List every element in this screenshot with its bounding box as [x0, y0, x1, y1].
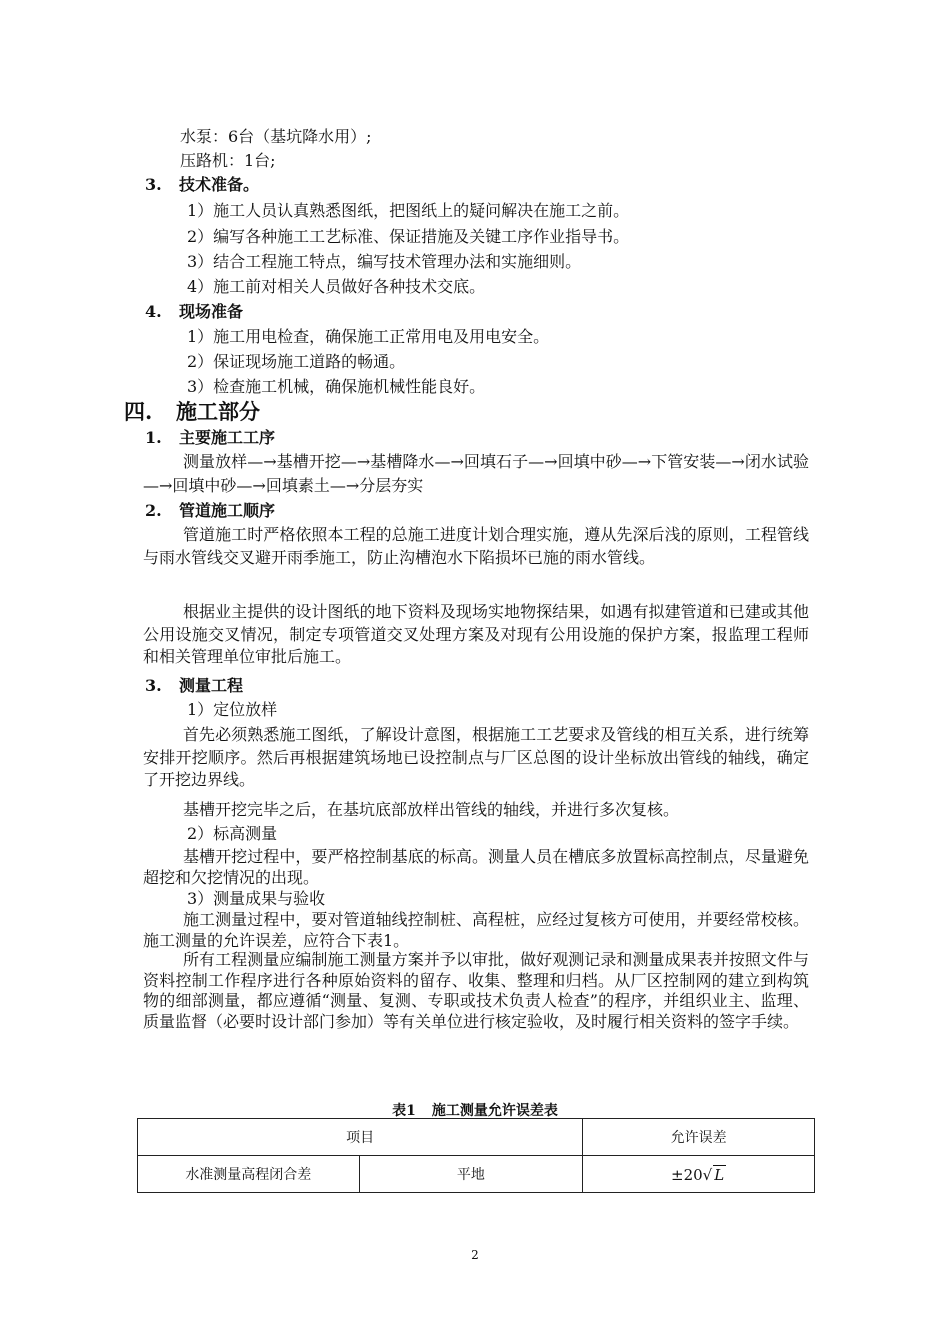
subsection-title: 2）标高测量 — [187, 824, 278, 843]
tolerance-table — [137, 1118, 815, 1193]
section-number: 3. — [145, 676, 162, 695]
list-item: 4）施工前对相关人员做好各种技术交底。 — [187, 277, 486, 296]
list-item: 2）保证现场施工道路的畅通。 — [187, 352, 406, 371]
table-header-cell: 允许误差 — [583, 1119, 815, 1156]
list-item: 2）编写各种施工工艺标准、保证措施及关键工序作业指导书。 — [187, 227, 630, 246]
subsection-title: 1）定位放样 — [187, 700, 278, 719]
table-header-cell: 项目 — [138, 1119, 583, 1156]
section-number: 4. — [145, 302, 162, 321]
survey-paragraph-5: 所有工程测量应编制施工测量方案并予以审批，做好观测记录和测量成果表并按照文件与资料控制工作程序进行各种原始资料的留存、收集、整理和归档。从厂区控制网的建立到构筑物的细部测量，都应遵循“测量、复测、专职或技术负责人检查”的程序，并组织业主、监理、质量监督（必要时设计部门参加）等有关单位进行核定验收，及时履行相关资料的签字手续。 — [143, 950, 809, 1031]
sequence-paragraph-2: 根据业主提供的设计图纸的地下资料及现场实地物探结果，如遇有拟建管道和已建或其他公用设施交叉情况，制定专项管道交叉处理方案及对现有公用设施的保护方案，报监理工程师和相关管理单位审批后施工。 — [143, 602, 809, 666]
tolerance-formula-cell — [583, 1156, 815, 1193]
section-title: 管道施工顺序 — [179, 501, 276, 520]
subsection-title: 3）测量成果与验收 — [187, 889, 326, 908]
sqrt-icon: √ — [702, 1165, 713, 1184]
sequence-paragraph-1: 管道施工时严格依照本工程的总施工进度计划合理实施，遵从先深后浅的原则，工程管线与雨水管线交叉避开雨季施工，防止沟槽泡水下陷损坏已施的雨水管线。 — [143, 525, 809, 567]
equipment-roller-line: 压路机：1台; — [180, 151, 276, 170]
survey-paragraph-4: 施工测量过程中，要对管道轴线控制桩、高程桩，应经过复核方可使用，并要经常校核。施工测量的允许误差，应符合下表1。 — [143, 910, 809, 950]
survey-paragraph-3: 基槽开挖过程中，要严格控制基底的标高。测量人员在槽底多放置标高控制点，尽量避免超挖和欠挖情况的出现。 — [143, 847, 809, 887]
section-sequence-heading — [145, 500, 275, 522]
chapter-number: 四. — [124, 399, 153, 424]
formula-prefix: ±20 — [671, 1165, 703, 1184]
list-item: 1）施工人员认真熟悉图纸，把图纸上的疑问解决在施工之前。 — [187, 201, 630, 220]
table-row — [138, 1156, 815, 1193]
section-number: 1. — [145, 428, 162, 447]
section-number: 2. — [145, 501, 162, 520]
section-number: 3. — [145, 175, 162, 194]
table-caption-number: 表1 — [392, 1103, 416, 1119]
procedure-paragraph: 测量放样—→基槽开挖—→基槽降水—→回填石子—→回填中砂—→下管安装—→闭水试验—→回填中砂—→回填素土—→分层夯实 — [143, 452, 809, 495]
table-cell: 平地 — [359, 1156, 583, 1193]
table-header-row — [138, 1119, 815, 1156]
list-item: 1）施工用电检查，确保施工正常用电及用电安全。 — [187, 327, 550, 346]
list-item: 3）结合工程施工特点，编写技术管理办法和实施细则。 — [187, 252, 582, 271]
table-caption — [0, 1100, 950, 1120]
chapter-title: 施工部分 — [176, 399, 260, 424]
section-title: 测量工程 — [179, 676, 244, 695]
page-number: 2 — [471, 1248, 479, 1262]
section-site-prep-heading — [145, 301, 243, 323]
survey-paragraph-2: 基槽开挖完毕之后，在基坑底部放样出管线的轴线，并进行多次复核。 — [183, 800, 680, 819]
formula-variable: L — [714, 1165, 725, 1184]
section-survey-heading — [145, 675, 243, 697]
table-caption-title: 施工测量允许误差表 — [431, 1103, 558, 1119]
table-cell: 水准测量高程闭合差 — [138, 1156, 360, 1193]
chapter-heading — [124, 399, 260, 425]
section-title: 主要施工工序 — [179, 428, 276, 447]
tolerance-formula — [671, 1166, 726, 1184]
section-title: 现场准备 — [179, 302, 244, 321]
section-procedure-heading — [145, 427, 275, 449]
survey-paragraph-1: 首先必须熟悉施工图纸，了解设计意图，根据施工工艺要求及管线的相互关系，进行统筹安排开挖顺序。然后再根据建筑场地已设控制点与厂区总图的设计坐标放出管线的轴线，确定了开挖边界线。 — [143, 725, 809, 789]
list-item: 3）检查施工机械，确保施机械性能良好。 — [187, 377, 486, 396]
equipment-pump-line: 水泵：6台（基坑降水用）; — [180, 127, 372, 146]
section-tech-prep-heading — [145, 174, 259, 196]
section-title: 技术准备。 — [179, 175, 260, 194]
